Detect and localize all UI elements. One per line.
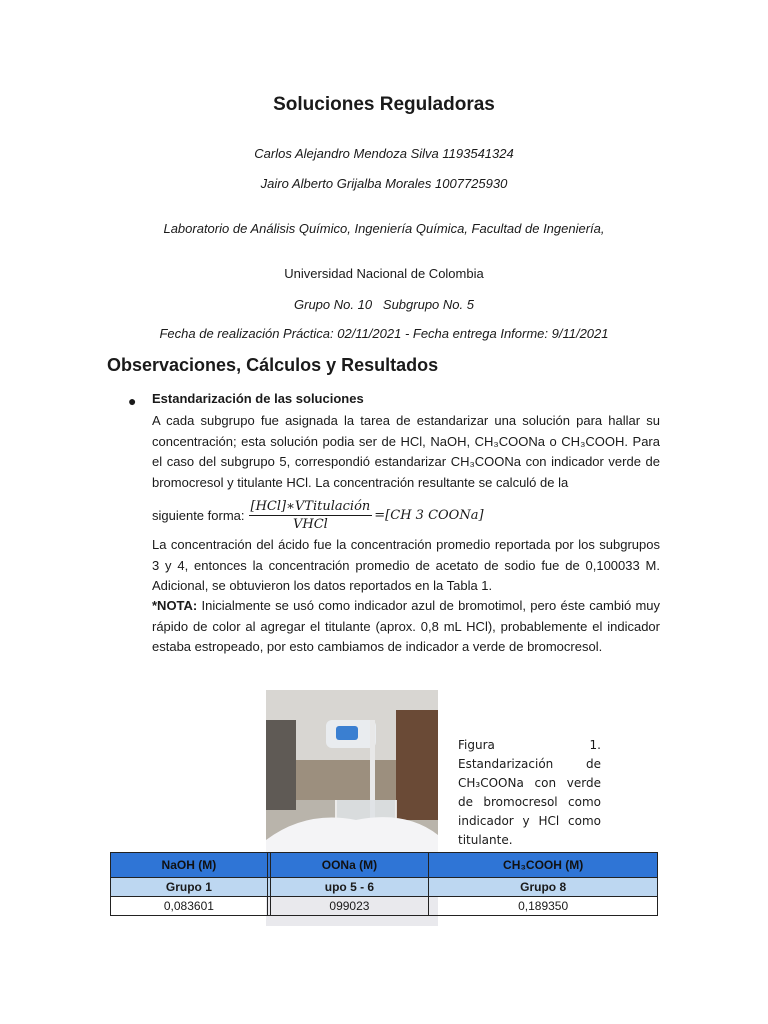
dates: Fecha de realización Práctica: 02/11/2021 - Fecha entrega Informe: 9/11/2021 [159,326,609,341]
paragraph-2: La concentración del ácido fue la concentración promedio reportada por los subgrupos 3 y 4, entonces la concentración promedio de acetato de sodio fue de 0,100033 M. Adicional, se obtuvieron los datos reportados en la Tabla 1. [152,537,660,593]
table-value-cell: 0,189350 [429,897,658,916]
formula-fraction [249,499,373,532]
formula-numerator: [HCl]∗VTitulación [250,498,371,514]
bullet-icon: ● [128,393,137,409]
note-text: Inicialmente se usó como indicador azul de bromotimol, pero éste cambió muy rápido de color al agregar el titulante (aprox. 0,8 mL HCl), probablemente el indicador estaba estropeado, por esto cambiamos de indicador a verde de bromocresol. [152,598,660,654]
table-group-cell: upo 5 - 6 [270,878,429,897]
data-table [110,852,658,916]
paragraph-1: A cada subgrupo fue asignada la tarea de estandarizar una solución para hallar su concentración; esta solución podia ser de HCl, NaOH, CH₃COONa o CH₃COOH. Para el caso del subgrupo 5, correspondió estandarizar CH₃COONa con indicador verde de bromocresol y titulante HCl. La concentración resultante se calculó de la [152,413,660,490]
table-value-cell: 099023 [270,897,429,916]
formula-line [152,495,484,535]
note-paragraph [152,596,660,658]
table-group-cell: Grupo 8 [429,878,658,897]
table-group-row [111,878,658,897]
table-header-cell: CH₃COOH (M) [429,853,658,878]
note-label: *NOTA: [152,598,198,613]
affiliation: Laboratorio de Análisis Químico, Ingeniería Química, Facultad de Ingeniería, [163,221,605,236]
bullet-title: Estandarización de las soluciones [152,391,364,406]
author-2: Jairo Alberto Grijalba Morales 1007725930 [260,176,508,191]
document-title: Soluciones Reguladoras [273,94,495,115]
formula-lead: siguiente forma: [152,507,245,523]
table-header-cell: NaOH (M) [111,853,268,878]
group-info: Grupo No. 10 Subgrupo No. 5 [294,297,474,312]
formula-rhs: =[CH 3 COONa] [374,507,484,523]
table-value-cell: 0,083601 [111,897,268,916]
university: Universidad Nacional de Colombia [284,266,484,281]
section-heading: Observaciones, Cálculos y Resultados [107,355,439,375]
table-value-row [111,897,658,916]
author-1: Carlos Alejandro Mendoza Silva 1193541324 [254,146,514,161]
formula-denominator: VHCl [292,516,328,532]
table-header-cell: OONa (M) [270,853,429,878]
table-group-cell: Grupo 1 [111,878,268,897]
figure-caption: Figura 1. Estandarización de CH₃COONa con verde de bromocresol como indicador y HCl como titulante. [458,738,601,847]
table-header-row [111,853,658,878]
